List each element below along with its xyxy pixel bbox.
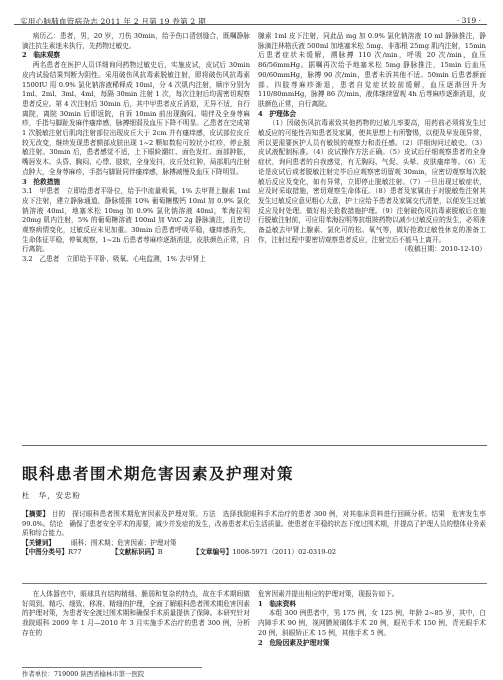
- abstract-rule: [22, 583, 487, 584]
- section-heading: 4 护理体会: [258, 109, 297, 118]
- paragraph: 3.2 乙患者 立即给予平卧、吸氧、心电监测，1% 去甲肾上: [22, 255, 206, 264]
- paragraph: 两名患者在医护人员详细询问药物过敏史后，实施皮试，皮试后 30min 皮内试验结果判断为阴性。采用破伤风抗毒素脱敏注射，即将破伤风抗毒素 1500IU 用 0.9% 氯化钠溶液稀释成 10ml，分 4 次肌内注射，顺序分别为 1ml、2ml、3ml、4ml，每隔 30min 注射 1 次，每次注射后均需密切观察患者反应。第 4 次注射后 30min 后，其中甲患者皮丘消退，无异不适，自行离院，离院 30min 后即返院，自诉 10min 前出现胸闷、喘伴及全身荨麻疹，手指与脚趾发麻伴瘙痒感，脉搏细弱及血压下降不明显。乙患者在完成第 1 次脱敏注射后肌肉注射部位出现皮丘大于 2cm 并有瘙痒感，皮试部位皮丘较无改变，继续发现患者额部皮肤出现 1~2 颗如数粒可较状小红疹，停止脱敏注射。30min 后，患者感觉不适，上下眼睑潮红、面色发红、面部肿胀，嘴唇发木、头昏、胸闷、心悸、肢软，全身发抖，皮丘处红肿，局部肌内注射点肿大，全身荨麻疹，手指与脚趾同伴瘙痒感，脉搏减慢及血压下降明显。: [22, 61, 250, 176]
- keywords-text: 眼科；围术期；危害因素；护理对策: [71, 538, 177, 547]
- header-rule: [14, 24, 487, 25]
- article-body-right: [258, 590, 486, 678]
- article-no-value: 1008-5971（2011）02-0319-02: [232, 548, 337, 557]
- article-body-left: [22, 590, 250, 668]
- article-authors: 杜 华，安忠粉: [22, 491, 81, 500]
- paragraph: 在人体器官中，眼球具有结构精细、脆弱和复杂的特点，故在手术期间做好周到、精巧、细致、移准、精细的护理，全面了解眼科患者围术期危害因素的护理对策，为患者安全渡过围术期和确保手术质量提供了保障。本研究针对我院眼科 2009 年 1 月—2010 年 3 月实施手术治疗的患者 300 例，分析存在的: [22, 590, 250, 637]
- paragraph: 危害因素并提出相应的护理对策，现报告如下。: [258, 590, 399, 598]
- paragraph: 病历乙：患者，男，20 岁，刀伤 30min，给予伤口清创缝合，既嘱静脉滴注抗生素迷未执行，先药物过敏史。: [22, 32, 250, 50]
- section-heading: 2 临床观察: [22, 51, 61, 60]
- section-heading: 1 临床资料: [258, 599, 297, 608]
- clc-value: R77: [68, 548, 82, 557]
- abstract-label: 【摘要】: [22, 510, 50, 518]
- doc-code-value: B: [157, 548, 163, 557]
- section-heading: 3 抢救措施: [22, 177, 61, 186]
- classification-line: [22, 548, 486, 558]
- journal-name: 实用心脑肺血管病杂志 2011 年 2 月第 19 卷第 2 期: [20, 17, 206, 26]
- page-number: · 319 ·: [456, 16, 481, 25]
- doc-code-label: 【文献标识码】: [111, 548, 158, 557]
- paragraph: 本组 300 例患者中，男 175 例，女 125 例，年龄 2~85 岁，其中，白内障手术 90 例，视网膜玻璃体手术 20 例，眼光手术 150 例，青光眼手术 20 例，斜眼矫正术 15 例，其他手术 5 例。: [258, 609, 486, 637]
- running-header: [14, 8, 487, 34]
- keywords-label: 【关键词】: [22, 538, 55, 547]
- section-heading: 2 危险因素及护理对策: [258, 638, 330, 647]
- article-divider: [22, 445, 487, 446]
- previous-article-right-column: [258, 32, 486, 444]
- abstract-block: [22, 510, 486, 558]
- paragraph: 3.1 甲患者 立即给患者平卧位，给予中流量吸氧，1% 去甲肾上腺素 1ml 皮下注射，建立静脉通道，静脉缓推 10% 葡萄糖酸钙 10ml 加 0.9% 氯化钠溶液 40ml，地塞米松 10mg 加 0.9% 氯化钠溶液 40ml，苯海拉明 20mg 肌内注射，5% 的葡萄糖溶液 100ml 加 VitC 2g 静脉滴注，且密切观察病情变化，过敏反应未见加重。30min 后患者呼吸平稳，瘙痒感消失，生命体征平稳，停氧观察，1~2h 后患者荨麻疹逐渐消退，皮肤颜色正常，自行离院。: [22, 187, 250, 254]
- abstract-text: 目的 探讨眼科患者围术期危害因素及护理对策。方法 选择我院眼科手术治疗的患者 300 例，对其临床资料进行回顾分析。结果 危害发生率 99.0%。结论 确保了患者安全平术的需要，减少并发症的发生，改善患者术后生活质量。使患者在平稳的状态下度过围术期，并提高了护理人员的整体业务素质和综合能力。: [22, 510, 486, 538]
- previous-article-left-column: [22, 32, 250, 444]
- author-affiliation-footnote: 作者单位：719000 陕西省榆林市第一医院: [22, 667, 202, 678]
- clc-label: 【中图分类号】: [22, 548, 69, 557]
- article-title: 眼科患者围术期危害因素及护理对策: [22, 465, 295, 483]
- paragraph: （1）因破伤风抗毒素致其他药物的过敏儿率要高，用药前必须将发生过敏反应的可能性告知患者及家属，使其思想上有所警惕，以便及早发现异常，所以更需要医护人员有敏锐的观察力和责任感。（2）详细询问过敏史。（3）皮试液配制标准。（4）皮试操作方法正确。（5）皮试后仔细观察患者的全身症状，询问患者的自我感觉，有无胸闷、气促、头晕、皮肤瘙痒等。（6）无论是皮试后或者脱敏注射完毕后应观察密切留观 30min，应密切观察每次脱敏后反应及变化，如有异常，立即停止脱敏注射。（7）一旦出现过敏症状，应及时采取措施，密切观察生命体征。（8）患者及家属由于对脱敏性注射其发生过敏反应意见粗心大意，护士应给予患者及家属交代清楚，以便发生过敏反应及时处理。做好相关抢救措施护理。（9）注射破伤风抗毒素脱敏后在施行脱敏注射前，可应用苯海拉明等抗组胺药物以减少过敏反应的发生，必须准备益敏去甲肾上腺素、氯化可的松、氧气等，做好抢救过敏性休克的准备工作，注射过程中要密切观察患者反应，注射完后不能马上离开。: [258, 119, 486, 244]
- paragraph: 腺素 1ml 皮下注射，同此品 mg 加 0.9% 氯化钠溶液 10 ml 静脉推注，静脉滴注林格氏液 500ml 加地塞米松 5mg、非那根 25mg 肌内注射，15min 后患者症状未缓解，溯脉搏 110 次/min，呼吸 20 次/min，血压 86/56mmHg。据嘱再次给予地塞米松 5mg 静脉推注，15min 后血压 90/60mmHg，脉搏 90 次/min，患者未诉其他不适。50min 后患者颜面部、四肢荨麻疹渐退，患者自觉症状较前缓解，血压逐渐回升为 110/80mmHg，脉搏 86 次/min，液体继续留观 4h 后荨麻疹逐渐消退，皮肤颜色正常，自行离院。: [258, 32, 486, 108]
- article-no-label: 【文章编号】: [192, 548, 233, 557]
- received-date: （收稿日期：2010-12-10）: [400, 245, 486, 254]
